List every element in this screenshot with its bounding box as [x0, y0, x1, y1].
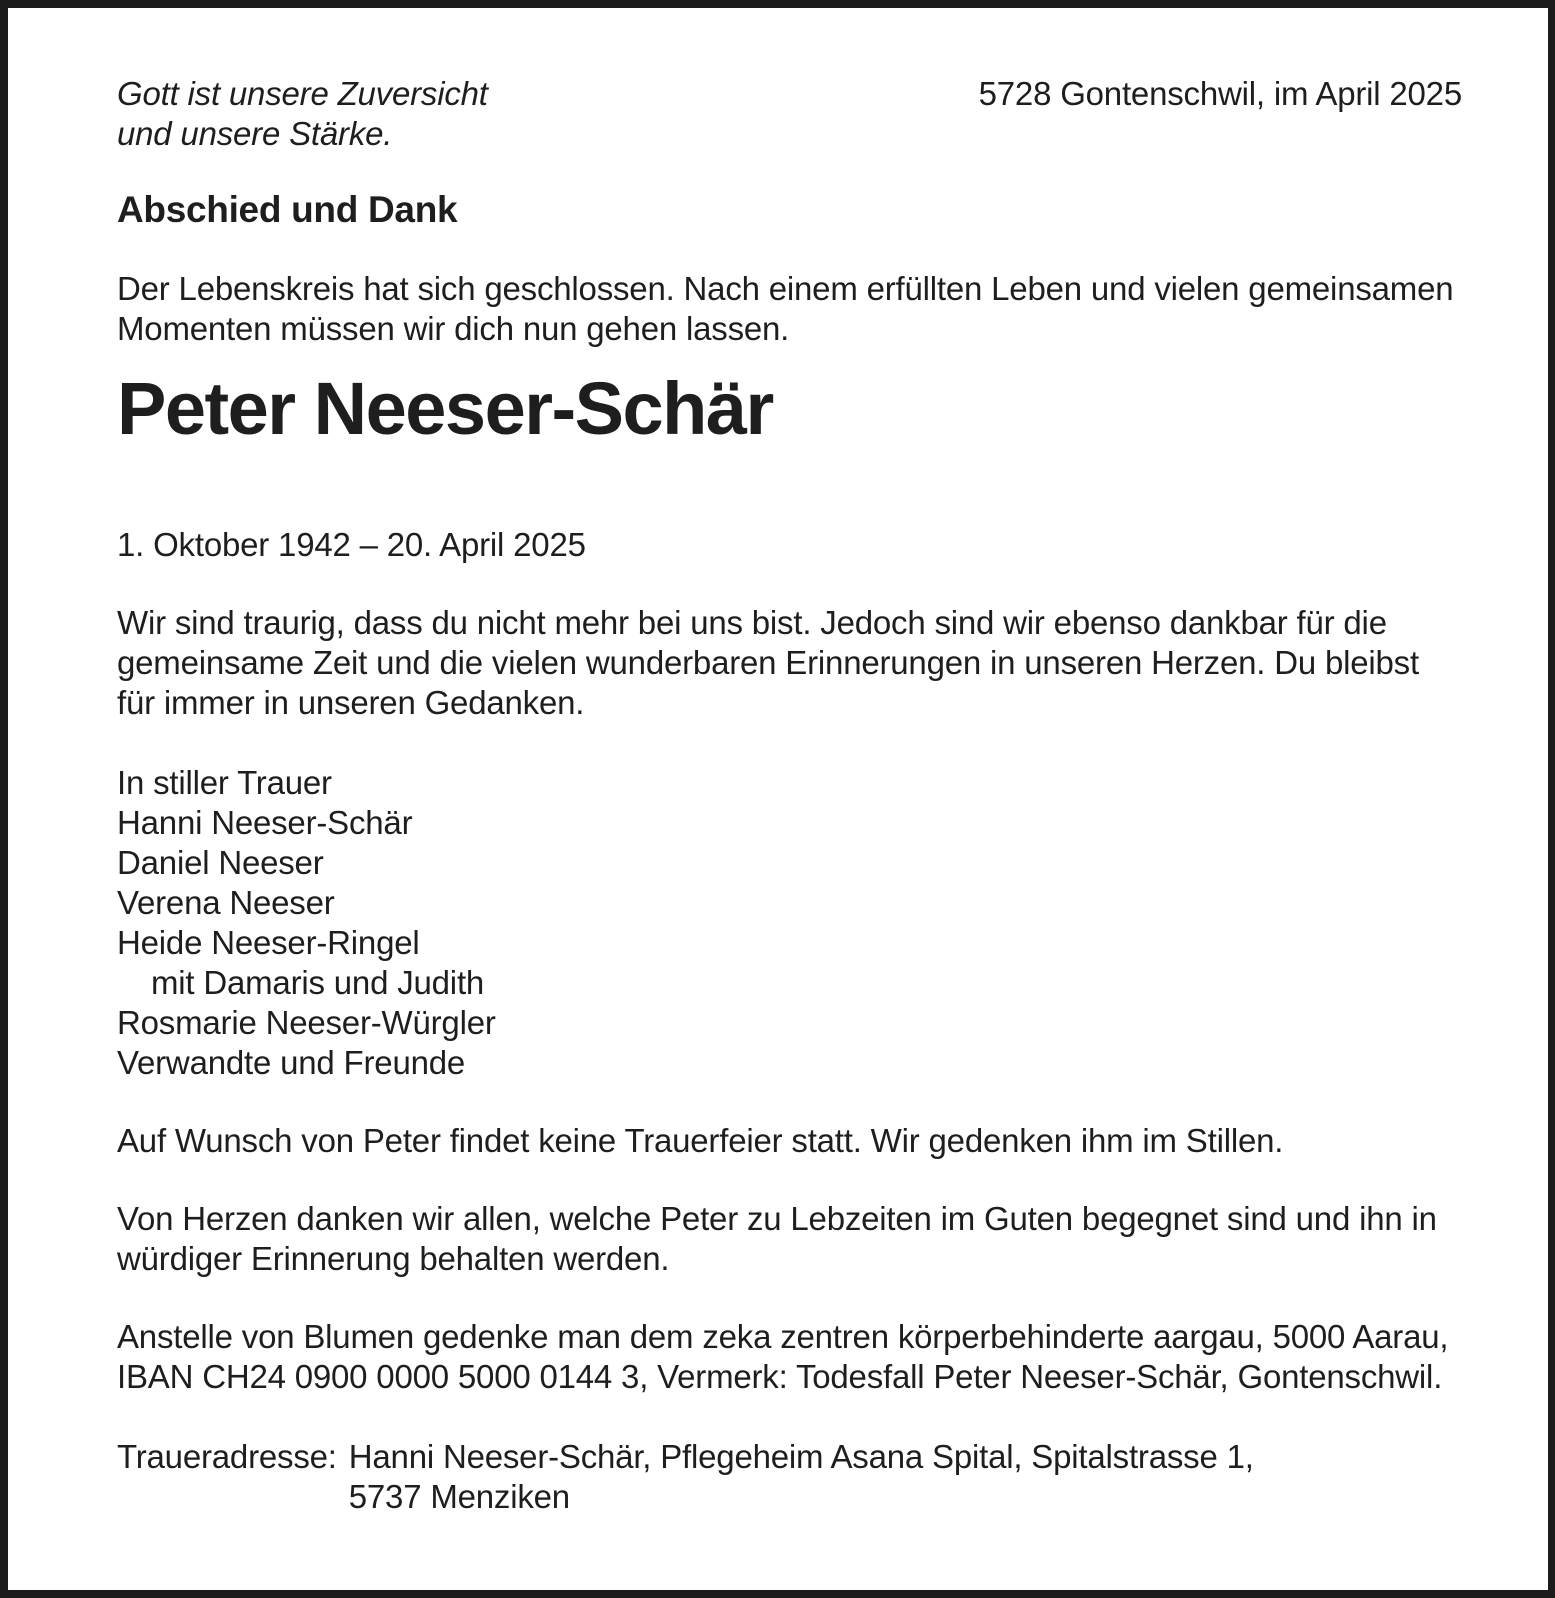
mourner-line: Rosmarie Neeser-Würgler [117, 1004, 496, 1041]
message-text: Wir sind traurig, dass du nicht mehr bei uns bist. Jedoch sind wir ebenso dankbar für die gemeinsame Zeit und die vielen wunderbaren Erinnerungen in unseren Herzen. Du bleibst für immer in unseren Gedanken. [117, 604, 1419, 721]
mourner-line: Verwandte und Freunde [117, 1044, 466, 1081]
thanks-text: Von Herzen danken wir allen, welche Peter zu Lebzeiten im Guten begegnet sind und ihn in würdiger Erinnerung behalten werden. [117, 1200, 1437, 1277]
mourning-address [117, 1437, 1462, 1517]
mourner-line: Daniel Neeser [117, 844, 324, 881]
deceased-name: Peter Neeser-Schär [117, 367, 773, 450]
address-label: Traueradresse: [117, 1438, 337, 1475]
address-line: Hanni Neeser-Schär, Pflegeheim Asana Spital, Spitalstrasse 1, [348, 1438, 1254, 1475]
mourner-line: In stiller Trauer [117, 764, 332, 801]
mourner-line: Hanni Neeser-Schär [117, 804, 413, 841]
heading: Abschied und Dank [117, 189, 458, 230]
place-date: 5728 Gontenschwil, im April 2025 [978, 75, 1462, 112]
intro-text: Der Lebenskreis hat sich geschlossen. Nach einem erfüllten Leben und vielen gemeinsamen Momenten müssen wir dich nun gehen lassen. [117, 270, 1454, 347]
life-dates: 1. Oktober 1942 – 20. April 2025 [117, 526, 586, 563]
obituary-notice [117, 74, 1462, 1517]
address-line: 5737 Menziken [348, 1478, 570, 1515]
header-row [117, 74, 1462, 154]
donation-text: Anstelle von Blumen gedenke man dem zeka zentren körperbehinderte aargau, 5000 Aarau, IBAN CH24 0900 0000 5000 0144 3, Vermerk: Todesfall Peter Neeser-Schär, Gontenschwil. [117, 1318, 1449, 1395]
ceremony-note: Auf Wunsch von Peter findet keine Trauerfeier statt. Wir gedenken ihm im Stillen. [117, 1122, 1284, 1159]
mourner-line: Heide Neeser-Ringel [117, 924, 420, 961]
mourners-list [117, 763, 1462, 1083]
address-lines [349, 1437, 1254, 1517]
mourner-line: Verena Neeser [117, 884, 335, 921]
motto: Gott ist unsere Zuversicht und unsere Stärke. [117, 75, 488, 152]
mourner-line: mit Damaris und Judith [151, 964, 485, 1001]
